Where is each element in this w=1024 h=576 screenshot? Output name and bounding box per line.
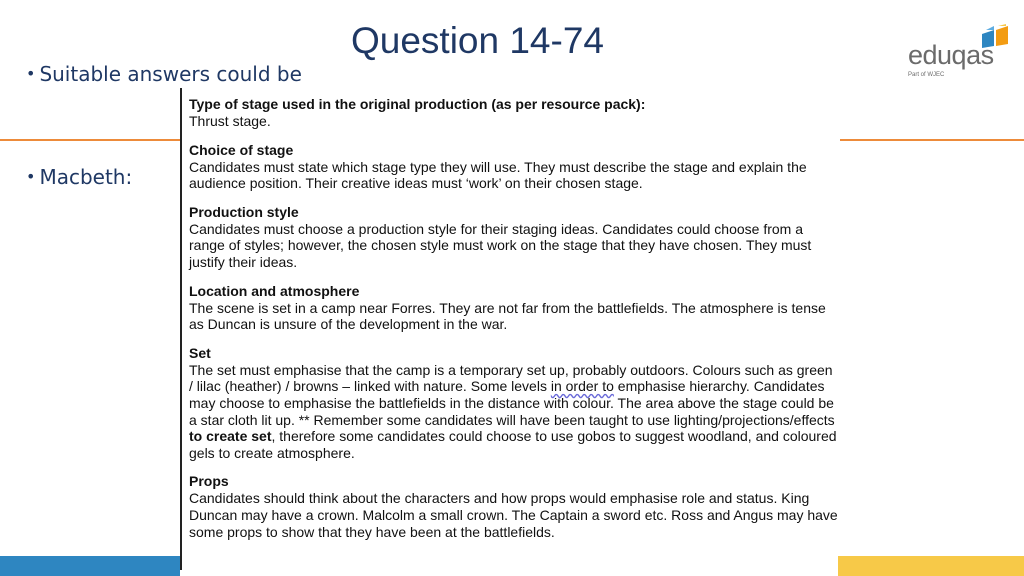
bullet-dot: • — [26, 64, 36, 83]
set-text-bold: to create set — [189, 428, 272, 445]
set-text-part: The set must emphasise that the camp is a temporary set up, probably outdoors. Colours such as green / lilac (heather) / browns – linked with nature. Some levels — [189, 361, 833, 395]
footer-bar-yellow — [838, 556, 1024, 576]
section-heading: Props — [189, 473, 229, 490]
logo-subtitle: Part of WJEC — [908, 72, 945, 78]
bullet-dot: • — [26, 167, 36, 186]
bullet-text: Macbeth: — [39, 165, 133, 189]
section-heading: Production style — [189, 203, 299, 220]
bullet-suitable-answers — [26, 62, 302, 86]
bullet-text: Suitable answers could be — [39, 62, 302, 86]
section-text: Thrust stage. — [189, 113, 271, 129]
section-text: Candidates must state which stage type they will use. They must describe the stage and explain the audience position. Their creative ideas must ‘work’ on their chosen stage. — [189, 158, 807, 192]
section-location-atmosphere — [189, 283, 839, 333]
section-production-style — [189, 204, 839, 271]
set-text-part: , therefore some candidates could choose to use gobos to suggest woodland, and coloured gels to create atmosphere. — [189, 428, 837, 461]
section-set — [189, 345, 839, 462]
section-stage-type — [189, 96, 839, 130]
section-text: The scene is set in a camp near Forres. They are not far from the battlefields. The atmosphere is tense as Duncan is unsure of the development in the war. — [189, 299, 826, 333]
logo-wordmark: eduqas — [908, 40, 994, 70]
divider-right — [838, 139, 1024, 141]
section-text: Candidates must choose a production style for their staging ideas. Candidates could choose from a range of styles; however, the chosen style must work on the stage that they have chosen. They must justify their ideas. — [189, 220, 812, 270]
spellcheck-underlined-phrase: in order to — [550, 378, 614, 395]
bullet-macbeth — [26, 165, 132, 189]
section-heading: Type of stage used in the original production (as per resource pack): — [189, 96, 646, 112]
slide-title: Question 14-74 — [350, 20, 604, 61]
section-choice-of-stage — [189, 142, 839, 192]
eduqas-logo — [902, 20, 1012, 80]
answer-document — [180, 88, 840, 570]
section-heading: Set — [189, 344, 211, 361]
section-heading: Choice of stage — [189, 141, 294, 158]
section-props — [189, 473, 839, 540]
divider-left — [0, 139, 180, 141]
section-text: Candidates should think about the characters and how props would emphasise role and status. King Duncan may have a crown. Malcolm a small crown. The Captain a sword etc. Ross and Angus may have some props to show that they have been at the battlefields. — [189, 490, 838, 540]
section-text — [189, 362, 839, 462]
footer-bar-blue — [0, 556, 180, 576]
section-heading: Location and atmosphere — [189, 282, 360, 299]
set-text-part: emphasise hierarchy. Candidates may choose to emphasise the battlefields in the distance with colour. The area above the stage could be a star cloth lit up. ** Remember some candidates will have been taught to use lighting/projections/effects — [189, 378, 835, 428]
footer-color-bar — [0, 556, 1024, 576]
